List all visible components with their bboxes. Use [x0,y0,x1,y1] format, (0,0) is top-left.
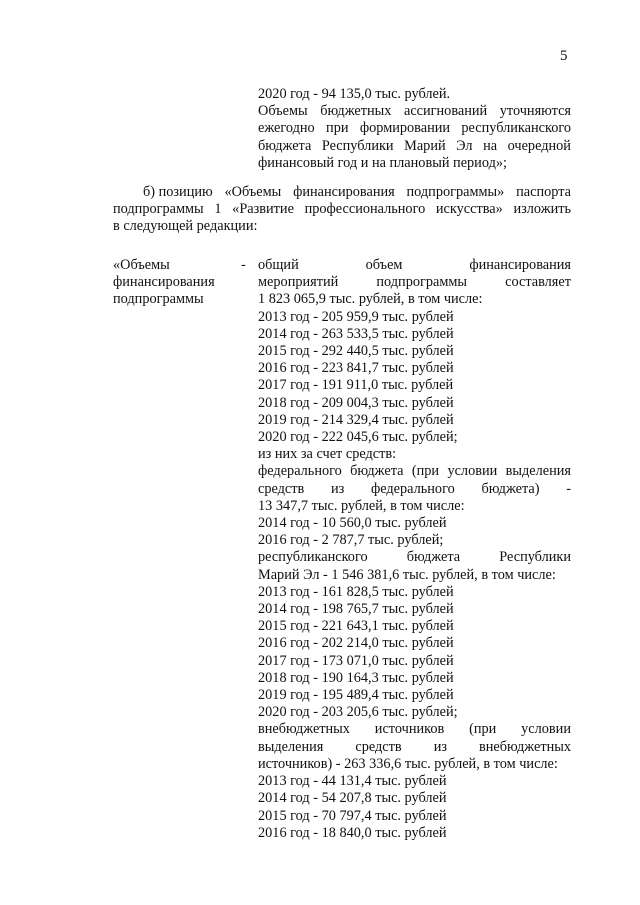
year-line: 2018 год - 190 164,3 тыс. рублей [258,669,454,686]
word: - [566,480,571,497]
value-line [258,549,571,566]
word: подпрограммы» [406,184,505,200]
year-line: 2018 год - 209 004,3 тыс. рублей [258,394,454,411]
word: Республики [499,549,571,566]
year-line: 2020 год - 222 045,6 тыс. рублей; [258,429,458,446]
word: Эл [456,137,473,154]
page-number: 5 [560,48,568,64]
total-line: 1 823 065,9 тыс. рублей, в том числе: [258,291,483,308]
value-line [258,463,571,480]
word: внебюджетных [479,738,571,755]
row-dash: - [241,257,246,273]
row-value [258,257,571,842]
word: выделения [258,738,324,755]
word: бюджета [258,137,312,154]
federal-total: 13 347,7 тыс. рублей, в том числе: [258,497,465,514]
label-line: «Объемы [113,257,170,273]
word: из [330,480,345,497]
clause-b [113,184,571,236]
clause-line-3: в следующей редакции: [113,218,258,235]
word: бюджета [350,463,404,480]
intro-line-3 [258,120,571,137]
word: «Развитие [232,201,294,218]
word: выделения [505,463,571,480]
row-label [113,257,253,309]
intro-paragraph [258,86,571,172]
word: Марий [404,137,446,154]
year-line: 2016 год - 223 841,7 тыс. рублей [258,360,454,377]
word: республиканского [461,120,571,137]
value-line [258,739,571,756]
word: 1 [214,201,222,218]
word: средств [355,738,402,755]
value-line [258,721,571,738]
word: республиканского [258,549,368,566]
year-line: 2014 год - 54 207,8 тыс. рублей [258,790,447,807]
word: ассигнований [403,103,488,120]
word: изложить [513,201,571,218]
word: финансирования [293,184,395,200]
word: (при [411,463,440,480]
word: федерального [258,463,342,480]
word: бюджетных [320,103,392,120]
year-line: 2015 год - 70 797,4 тыс. рублей [258,807,447,824]
word: мероприятий [258,274,339,291]
word: искусства» [435,201,503,218]
word: общий [258,257,299,273]
year-line: 2015 год - 221 643,1 тыс. рублей [258,618,454,635]
year-line: 2014 год - 10 560,0 тыс. рублей [258,515,447,532]
extrabudgetary-total: источников) - 263 336,6 тыс. рублей, в том числе: [258,755,558,772]
word: из [433,738,447,755]
value-line [258,257,571,274]
word: б) позицию [143,184,213,200]
word: бюджета) [481,480,540,497]
year-line: 2014 год - 263 533,5 тыс. рублей [258,325,454,342]
word: подпрограммы [376,274,468,291]
year-line: 2019 год - 214 329,4 тыс. рублей [258,411,454,428]
clause-line-1 [113,184,571,201]
year-line: 2015 год - 292 440,5 тыс. рублей [258,343,454,360]
year-line: 2016 год - 2 787,7 тыс. рублей; [258,532,444,549]
sources-intro: из них за счет средств: [258,446,397,463]
word: Объемы [258,103,308,120]
word: средств [258,480,305,497]
word: формировании [359,120,451,137]
word: условии [447,463,498,480]
year-line: 2014 год - 198 765,7 тыс. рублей [258,601,454,618]
label-line: финансирования [113,274,215,291]
value-line [258,481,571,498]
year-line: 2017 год - 173 071,0 тыс. рублей [258,652,454,669]
word: профессионального [304,201,426,218]
republican-total: Марий Эл - 1 546 381,6 тыс. рублей, в том числе: [258,566,556,583]
label-line: подпрограммы [113,291,204,308]
word: подпрограммы [113,201,204,218]
value-line [258,274,571,291]
word: при [326,120,349,137]
intro-line-4 [258,138,571,155]
intro-line-2020: 2020 год - 94 135,0 тыс. рублей. [258,86,451,102]
word: «Объемы [224,184,282,200]
word: Республики [321,137,394,154]
intro-line-2 [258,103,571,120]
year-line: 2016 год - 202 214,0 тыс. рублей [258,635,454,652]
word: объем [365,257,403,273]
word: на [483,137,498,154]
year-line: 2013 год - 161 828,5 тыс. рублей [258,583,454,600]
word: бюджета [406,549,461,566]
word: источников [374,721,445,738]
year-line: 2017 год - 191 911,0 тыс. рублей [258,377,454,394]
year-line: 2013 год - 44 131,4 тыс. рублей [258,773,447,790]
year-line: 2013 год - 205 959,9 тыс. рублей [258,308,454,325]
word: федерального [370,480,455,497]
word: паспорта [516,184,571,200]
word: составляет [505,274,571,291]
word: внебюджетных [258,721,350,738]
word: уточняются [499,103,571,120]
clause-line-2 [113,201,571,218]
word: ежегодно [258,120,315,137]
word: условии [521,721,571,738]
year-line: 2019 год - 195 489,4 тыс. рублей [258,687,454,704]
year-line: 2016 год - 18 840,0 тыс. рублей [258,824,447,841]
intro-line-5: финансовый год и на плановый период»; [258,154,507,171]
year-line: 2020 год - 203 205,6 тыс. рублей; [258,704,458,721]
word: финансирования [469,257,571,273]
word: очередной [507,137,571,154]
word: (при [469,721,497,738]
